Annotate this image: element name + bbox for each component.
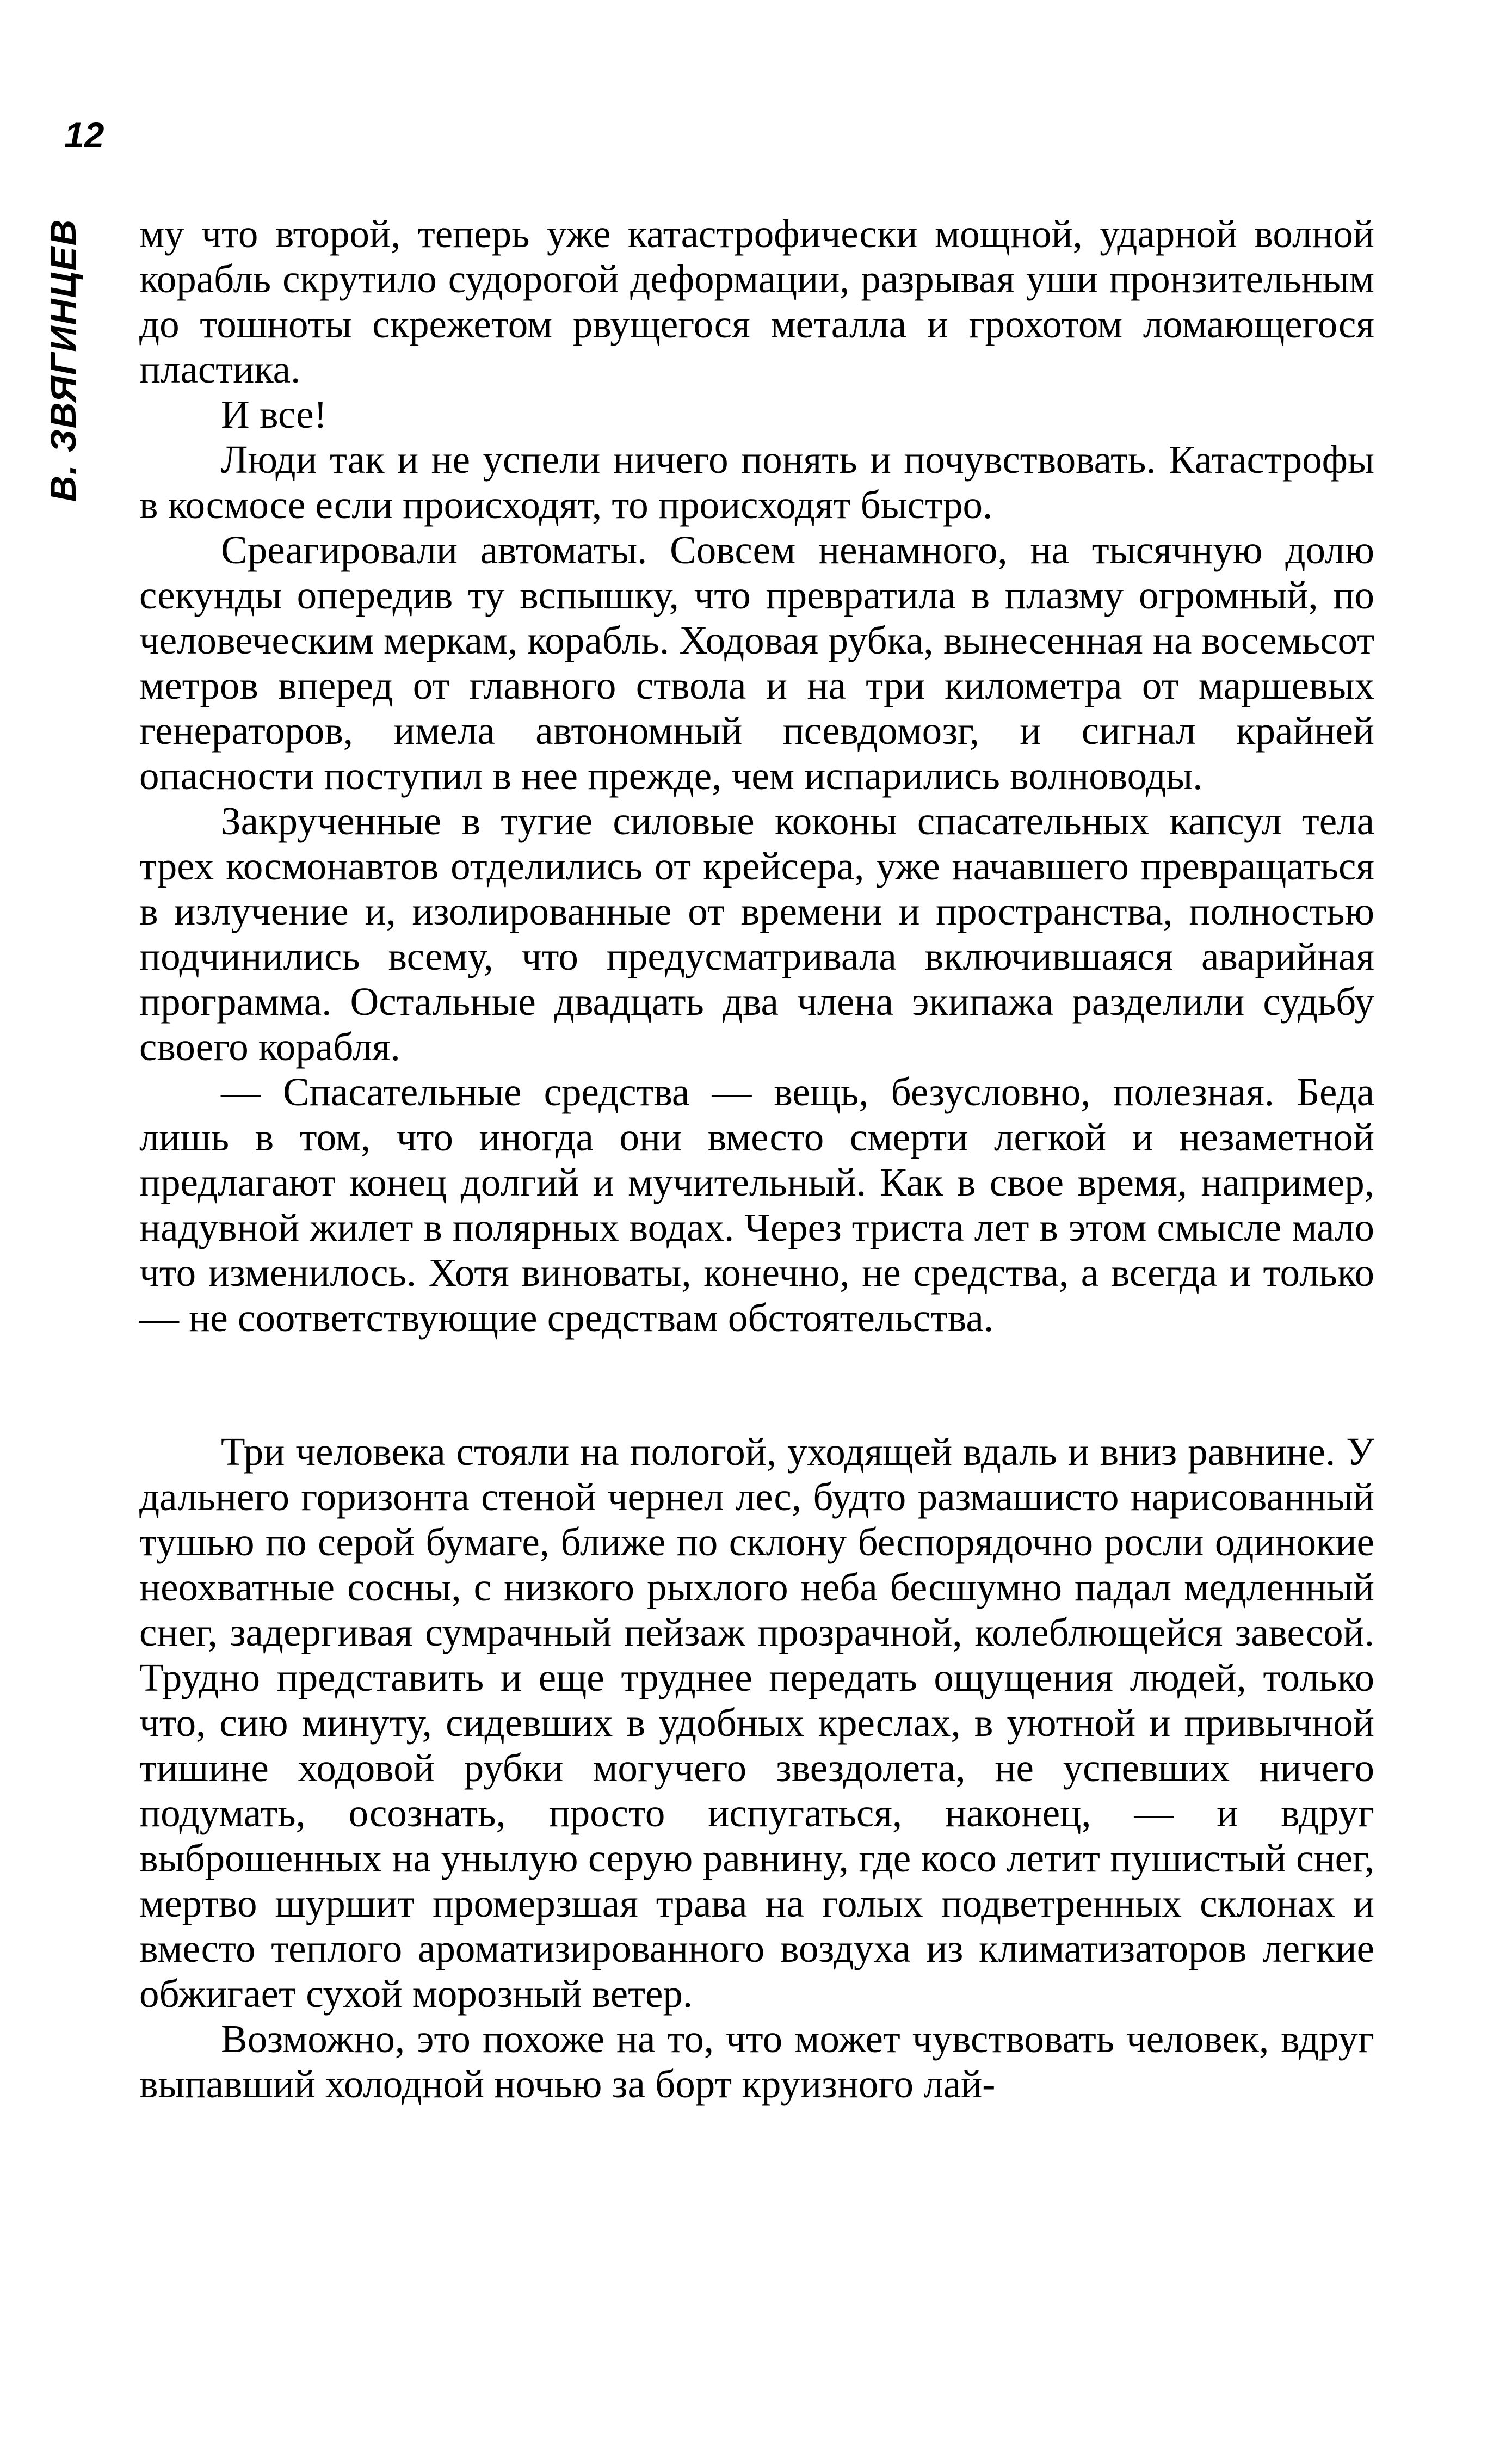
paragraph-continued: му что второй, теперь уже катастрофически мощной, ударной волной корабль скрутило судорогой деформации, разрывая уши пронзительным до тошноты скрежетом рвущегося металла и грохотом ломающегося пластика.	[139, 212, 1374, 391]
running-head-author: В. ЗВЯГИНЦЕВ	[43, 218, 83, 502]
paragraph: Три человека стояли на пологой, уходящей вдаль и вниз равнине. У дальнего горизонта стеной чернел лес, будто размашисто нарисованный тушью по серой бумаге, ближе по склону беспорядочно росли одинокие неохватные сосны, с низкого рыхлого неба бесшумно падал медленный снег, задергивая сумрачный пейзаж прозрачной, колеблющейся завесой. Трудно представить и еще труднее передать ощущения людей, только что, сию минуту, сидевших в удобных креслах, в уютной и привычной тишине ходовой рубки могучего звездолета, не успевших ничего подумать, осознать, просто испугаться, наконец, — и вдруг выброшенных на унылую серую равнину, где косо летит пушистый снег, мертво шуршит промерзшая трава на голых подветренных склонах и вместо теплого ароматизированного воздуха из климатизаторов легкие обжигает сухой морозный ветер.	[139, 1430, 1374, 2016]
paragraph: Среагировали автоматы. Совсем ненамного, на тысячную долю секунды опередив ту вспышку, что превратила в плазму огромный, по человеческим меркам, корабль. Ходовая рубка, вынесенная на восемьсот метров вперед от главного ствола и на три километра от маршевых генераторов, имела автономный псевдомозг, и сигнал крайней опасности поступил в нее прежде, чем испарились волноводы.	[139, 528, 1374, 798]
section-break	[139, 1340, 1374, 1429]
main-text	[139, 211, 1374, 2107]
paragraph: Люди так и не успели ничего понять и почувствовать. Катастрофы в космосе если происходят, то происходят быстро.	[139, 438, 1374, 527]
page-number: 12	[64, 115, 104, 155]
paragraph-continues: Возможно, это похоже на то, что может чувствовать человек, вдруг выпавший холодной ночью за борт круизного лай-	[139, 2017, 1374, 2106]
paragraph: И все!	[221, 392, 328, 436]
paragraph-dialogue: — Спасательные средства — вещь, безусловно, полезная. Беда лишь в том, что иногда они вместо смерти легкой и незаметной предлагают конец долгий и мучительный. Как в свое время, например, надувной жилет в полярных водах. Через триста лет в этом смысле мало что изменилось. Хотя виноваты, конечно, не средства, а всегда и только — не соответствующие средствам обстоятельства.	[139, 1070, 1374, 1340]
paragraph: Закрученные в тугие силовые коконы спасательных капсул тела трех космонавтов отделились от крейсера, уже начавшего превращаться в излучение и, изолированные от времени и пространства, полностью подчинились всему, что предусматривала включившаяся аварийная программа. Остальные двадцать два члена экипажа разделили судьбу своего корабля.	[139, 799, 1374, 1069]
